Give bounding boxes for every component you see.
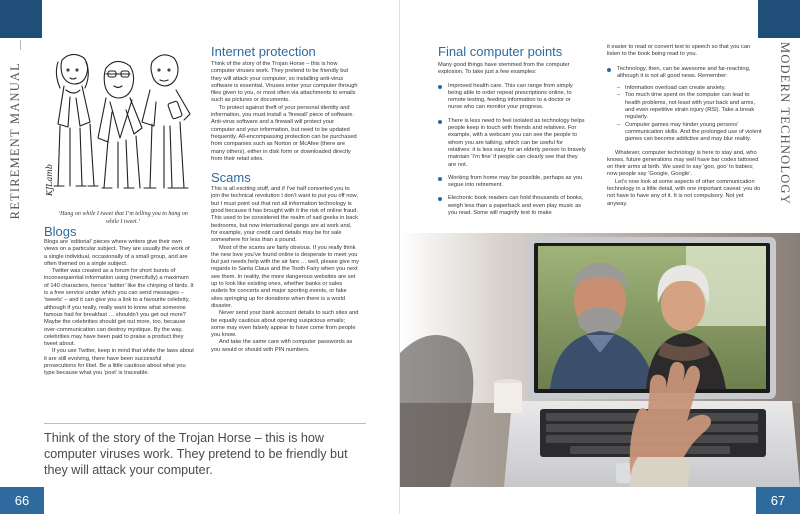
- internet-protection-heading: Internet protection: [211, 44, 316, 59]
- right-page: [400, 0, 800, 514]
- blogs-heading: Blogs: [44, 224, 77, 239]
- bullet-text: Technology, then, can be awesome and far-reaching, although it is not all good news. Remember:: [617, 65, 751, 79]
- page-number-left: 66: [0, 487, 44, 514]
- list-item: Working from home may be possible, perhaps as you segue into retirement.: [438, 175, 586, 190]
- list-item: Improved health care. This can range from simply being able to order repeat prescriptions online, to remote testing, feeding information to a doctor or nurse who can monitor your progress.: [438, 83, 586, 112]
- scams-paragraph: This is all exciting stuff, and if I’ve half converted you to join the technical revolution I don’t want to put you off now, but I must point out that not all information technology is good because it has brought with it the risk of online fraud. This used to be considered the realm of sad geeks in back bedrooms, but now international gangs are at work and, for example, your credit card details may be for sale somewhere for less than a pound.: [211, 186, 359, 244]
- carry-over-paragraph: it easier to read or convert text to speech so that you can listen to the book being read to you.: [607, 44, 751, 58]
- cartoon-drawing: [44, 40, 199, 205]
- scams-paragraph: And take the same care with computer passwords as you would or should with PIN numbers.: [211, 339, 353, 353]
- closing-paragraph: Let’s now look at some aspects of other communication technology in a little detail, with one important caveat: you do not have to have any of it. It is not compulsory. Not yet anyway.: [607, 178, 761, 207]
- closing-paragraph: Whatever, computer technology is here to stay and, who knows, future generations may well have bar codes tattooed on their arms at birth. We used to say ‘goo, goo’ to babies; now people say ‘Google, Google’.: [607, 149, 759, 178]
- scams-paragraph: Most of the scams are fairly obvious. If you really think the new love you’ve found online is desperate to meet you but just needs help with the air fare … well, please give my regards to Santa Claus and the Tooth Fairy when you next see them. In reality, the more dangerous websites are set up to look like existing ones, whether banks or sales outlets for concerts and major sporting events, or fake sites springing up for donations when there is a world disaster.: [211, 244, 359, 309]
- scams-paragraph: Never send your bank account details to such sites and be equally cautious about opening suspicious emails; some may even falsely appear to have come from people you know.: [211, 310, 359, 339]
- blogs-paragraph: Twitter was created as a forum for short bursts of inconsequential information using (mercifully) a maximum of 140 characters, hence ‘twitter’ like the chirping of birds. It is a free service under which you can send messages – ‘tweets’ – and it can give you a link to a favourite celebrity, although if you really, really want to know what someone famous had for breakfast … shouldn’t you get out more? Maybe the celebrities should get out more, too, because over-communication can destroy mystique. By the way, celebrities may have been paid to praise a product they tweet about.: [44, 268, 194, 348]
- final-points-heading: Final computer points: [438, 44, 563, 59]
- pull-quote-rule: [44, 423, 366, 424]
- final-points-intro: Many good things have stemmed from the computer explosion. To take just a few examples:: [438, 62, 570, 76]
- page-number-right: 67: [756, 487, 800, 514]
- technology-section: [607, 44, 763, 208]
- video-call-photo: [400, 233, 800, 487]
- list-item: – Computer games may hinder young persons’ communication skills. And the prolonged use of violent games can become addictive and may blur reality.: [617, 122, 763, 144]
- internet-protection-paragraph: Think of the story of the Trojan Horse – this is how computer viruses work. They pretend to be friendly but they will attack your computer, so installing anti-virus software is essential. Viruses enter your computer through files given to you, or most often via attachments to emails such as pictures or documents.: [211, 61, 358, 104]
- list-item: – Information overload can create anxiety.: [617, 85, 763, 92]
- list-item: – Too much time spent on the computer can lead to health problems, not least with your back and arms, and even repetitive strain injury (RSI). Take a break regularly.: [617, 92, 763, 121]
- cartoon-caption: ‘Hang on while I tweet that I’m telling you to hang on while I tweet.’: [58, 211, 188, 225]
- running-rule: [20, 40, 21, 50]
- scams-heading: Scams: [211, 170, 251, 186]
- internet-protection-paragraph: To protect against theft of your personal identity and information, you must install a ‘firewall’ piece of software. Anti-virus software and a firewall will protect your computer and your information, but need to be updated frequently. All-encompassing protection can be purchased from companies such as Norton or McAfee (there are many others), either in disk form or downloaded directly from their retail sites.: [211, 104, 357, 162]
- list-item: [607, 66, 763, 144]
- video-call-illustration: [400, 233, 800, 487]
- cartoon-illustration: [44, 40, 199, 205]
- corner-tab: [758, 0, 800, 38]
- pull-quote: Think of the story of the Trojan Horse – this is how computer viruses work. They pretend to be friendly but they will attack your computer.: [44, 431, 348, 477]
- cartoonist-signature: KJLamb: [45, 164, 54, 196]
- remember-list: [617, 85, 763, 143]
- final-points-list: [438, 83, 586, 218]
- blogs-paragraph: If you use Twitter, keep in mind that while the laws about it are still evolving, there have been successful prosecutions for libel. Be a little cautious about what you type because what you ‘post’ is traceable.: [44, 348, 194, 377]
- list-item: Electronic book readers can hold thousands of books, weigh less than a paperback and even play music as you read. Some will magnify text to make: [438, 195, 586, 217]
- list-item: There is less need to feel isolated as technology helps people keep in touch with friends and relatives. For example, with a webcam you can see the people to whom you are talking, which can be useful for relatives: it is less easy for an elderly person to bravely maintain ‘I’m fine’ if people can clearly see that they are not.: [438, 118, 586, 169]
- running-head-right: MODERN TECHNOLOGY: [778, 42, 792, 205]
- corner-tab: [0, 0, 42, 38]
- blogs-paragraph: Blogs are ‘editorial’ pieces where writers give their own views on a particular subject. They are usually the work of a single individual, occasionally of a small group, and are often themed on a single subject.: [44, 239, 190, 267]
- technology-list: [607, 66, 763, 144]
- final-points-section: [438, 44, 586, 223]
- running-head-left: RETIREMENT MANUAL: [8, 62, 22, 220]
- blogs-section: [44, 224, 194, 378]
- internet-protection-section: [211, 44, 359, 354]
